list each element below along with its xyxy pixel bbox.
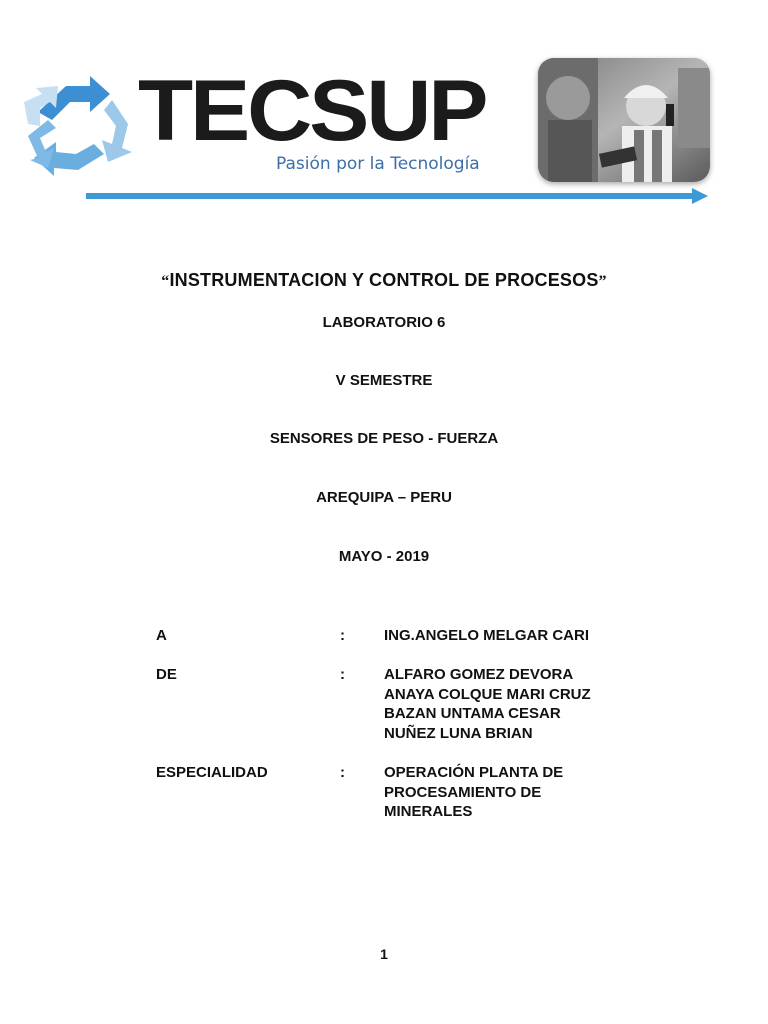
info-label: A xyxy=(156,627,167,644)
author-name: NUÑEZ LUNA BRIAN xyxy=(384,724,533,742)
recycle-arrows-icon xyxy=(18,72,136,176)
header-divider-arrow xyxy=(86,193,696,199)
page-number: 1 xyxy=(380,946,388,962)
arrow-head-icon xyxy=(692,188,708,204)
info-value xyxy=(384,665,704,743)
brand-name: TECSUP xyxy=(138,63,486,159)
lab-number: LABORATORIO 6 xyxy=(322,314,446,331)
course-title: “INSTRUMENTACION Y CONTROL DE PROCESOS” xyxy=(161,270,607,290)
semester: V SEMESTRE xyxy=(335,372,433,389)
author-name: BAZAN UNTAMA CESAR xyxy=(384,705,561,722)
author-name: ANAYA COLQUE MARI CRUZ xyxy=(384,685,591,703)
info-value: ING.ANGELO MELGAR CARI xyxy=(384,627,589,644)
info-label: DE xyxy=(156,666,177,683)
brand-tagline: Pasión por la Tecnología xyxy=(276,154,480,174)
info-value: OPERACIÓN PLANTA DE PROCESAMIENTO DE MINERALES xyxy=(384,764,564,820)
location: AREQUIPA – PERU xyxy=(316,489,452,506)
topic: SENSORES DE PESO - FUERZA xyxy=(269,430,499,447)
worker-with-hardhat-photo xyxy=(538,58,710,182)
tecsup-logo xyxy=(18,63,518,186)
date: MAYO - 2019 xyxy=(338,548,430,565)
author-name: ALFARO GOMEZ DEVORA xyxy=(384,666,574,683)
info-label: ESPECIALIDAD xyxy=(156,764,268,781)
